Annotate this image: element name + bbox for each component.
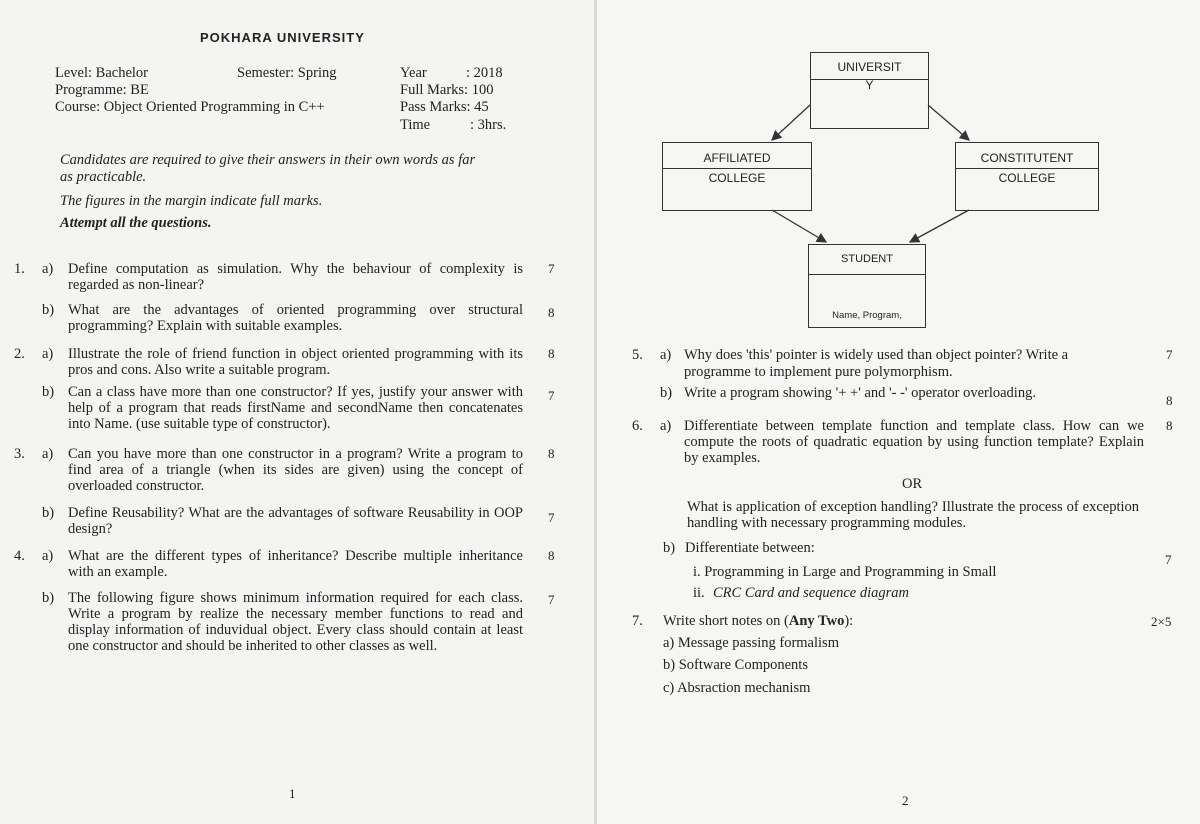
student-box-label-1: STUDENT — [841, 253, 893, 265]
arrow-affiliated-to-student — [772, 210, 826, 242]
exam-page-1 — [0, 0, 596, 824]
q2a-marks: 8 — [548, 346, 555, 361]
q5a-text-line-1: Why does 'this' pointer is widely used than object pointer? Write a — [684, 347, 1069, 363]
time-value: : 3hrs. — [470, 117, 507, 133]
affiliated-college-class-box — [662, 142, 812, 211]
year-label: Year — [400, 65, 427, 81]
q2a-label: a) — [42, 346, 54, 362]
q4a-label: a) — [42, 548, 54, 564]
q7-item-b: b) Software Components — [663, 657, 808, 673]
university-box-label-1: UNIVERSIT — [837, 60, 902, 74]
q1a-text: Define computation as simulation. Why the behaviour of complexity is regarded as non-linear? — [68, 261, 523, 293]
q1a-label: a) — [42, 261, 54, 277]
q5a-marks: 7 — [1166, 347, 1173, 362]
q4b-marks: 7 — [548, 592, 555, 607]
q6b-item-ii-text: CRC Card and sequence diagram — [713, 585, 910, 601]
q5a-text-line-2: programme to implement pure polymorphism. — [684, 364, 953, 380]
q4b-label: b) — [42, 590, 55, 606]
q2a-text: Illustrate the role of friend function in object oriented programming with its pros and cons. Also write a suitable program. — [68, 346, 523, 378]
q2-number: 2. — [14, 346, 25, 362]
full-marks-text: Full Marks: 100 — [400, 82, 494, 98]
q5b-text: Write a program showing '+ +' and '- -' operator overloading. — [684, 385, 1036, 401]
student-box-label-2: Name, Program, — [832, 310, 902, 321]
q6b-text: Differentiate between: — [685, 540, 815, 556]
q2b-text: Can a class have more than one constructor? If yes, justify your answer with help of a program that reads firstName and secondName then concatenates into Name. (use suitable type of constructor). — [68, 384, 523, 432]
q7-item-a: a) Message passing formalism — [663, 635, 839, 651]
affiliated-box-label-1: AFFILIATED — [703, 151, 771, 165]
q3b-text: Define Reusability? What are the advantages of software Reusability in OOP design? — [68, 505, 523, 537]
instruction-line-1: Candidates are required to give their answers in their own words as far — [60, 152, 476, 168]
q7-marks: 2×5 — [1151, 614, 1172, 629]
q5a-label: a) — [660, 347, 672, 363]
university-title: POKHARA UNIVERSITY — [200, 30, 365, 45]
university-box-label-2: Y — [865, 78, 874, 92]
arrow-university-to-constituent — [928, 105, 969, 140]
page-number-right: 2 — [902, 793, 909, 808]
q2b-marks: 7 — [548, 388, 555, 403]
q3a-label: a) — [42, 446, 54, 462]
q7-item-c: c) Absraction mechanism — [663, 680, 811, 696]
q5b-marks: 8 — [1166, 393, 1173, 408]
q3a-marks: 8 — [548, 446, 555, 461]
q6b-marks: 7 — [1165, 552, 1172, 567]
q6b-label: b) — [663, 540, 676, 556]
q6a-label: a) — [660, 418, 672, 434]
q3b-label: b) — [42, 505, 55, 521]
q1a-marks: 7 — [548, 261, 555, 276]
instruction-line-2: as practicable. — [60, 169, 147, 185]
affiliated-box-label-2: COLLEGE — [708, 171, 766, 185]
constituent-box-label-1: CONSTITUTENT — [980, 151, 1074, 165]
q6-or-separator: OR — [902, 476, 923, 492]
q6-or-text: What is application of exception handling? Illustrate the process of exception handling with necessary programming modules. — [687, 499, 1139, 531]
q6a-text: Differentiate between template function and template class. How can we compute the roots of quadratic equation by using function template? Explain by examples. — [684, 418, 1144, 466]
q6-number: 6. — [632, 418, 643, 434]
q2b-label: b) — [42, 384, 55, 400]
arrow-constituent-to-student — [910, 210, 969, 242]
q5-number: 5. — [632, 347, 643, 363]
q3a-text: Can you have more than one constructor in a program? Write a program to find area of a triangle (when its sides are given) using the concept of overloaded constructor. — [68, 446, 523, 494]
year-value: : 2018 — [466, 65, 503, 81]
semester-text: Semester: Spring — [237, 65, 337, 81]
q1b-text: What are the advantages of oriented programming over structural programming? Explain with suitable examples. — [68, 302, 523, 334]
level-text: Level: Bachelor — [55, 65, 148, 81]
q4b-text: The following figure shows minimum information required for each class. Write a program by realize the necessary member functions to read and display information of induvidual object. Every class should contain at least one constructor and should be inherited to other classes as well. — [68, 590, 523, 654]
instruction-line-4: Attempt all the questions. — [60, 215, 212, 231]
student-class-box — [808, 244, 926, 328]
q3b-marks: 7 — [548, 510, 555, 525]
university-class-box — [810, 52, 929, 129]
page-number-left: 1 — [289, 786, 296, 801]
q7-text: Write short notes on (Any Two): — [663, 613, 854, 629]
programme-text: Programme: BE — [55, 82, 149, 98]
q1-number: 1. — [14, 261, 25, 277]
q1b-marks: 8 — [548, 305, 555, 320]
q6b-item-ii-label: ii. — [693, 585, 705, 601]
q1b-label: b) — [42, 302, 55, 318]
constituent-college-class-box — [955, 142, 1099, 211]
instruction-line-3: The figures in the margin indicate full marks. — [60, 193, 323, 209]
pass-marks-text: Pass Marks: 45 — [400, 99, 489, 115]
q7-number: 7. — [632, 613, 643, 629]
q5b-label: b) — [660, 385, 673, 401]
constituent-box-label-2: COLLEGE — [998, 171, 1056, 185]
exam-page-2 — [597, 0, 1200, 824]
arrow-university-to-affiliated — [772, 105, 810, 140]
q4a-text: What are the different types of inheritance? Describe multiple inheritance with an example. — [68, 548, 523, 580]
course-text: Course: Object Oriented Programming in C++ — [55, 99, 325, 115]
q3-number: 3. — [14, 446, 25, 462]
q6a-marks: 8 — [1166, 418, 1173, 433]
time-label: Time — [400, 117, 431, 133]
q4-number: 4. — [14, 548, 25, 564]
q6b-item-i: i. Programming in Large and Programming in Small — [693, 564, 997, 580]
q4a-marks: 8 — [548, 548, 555, 563]
